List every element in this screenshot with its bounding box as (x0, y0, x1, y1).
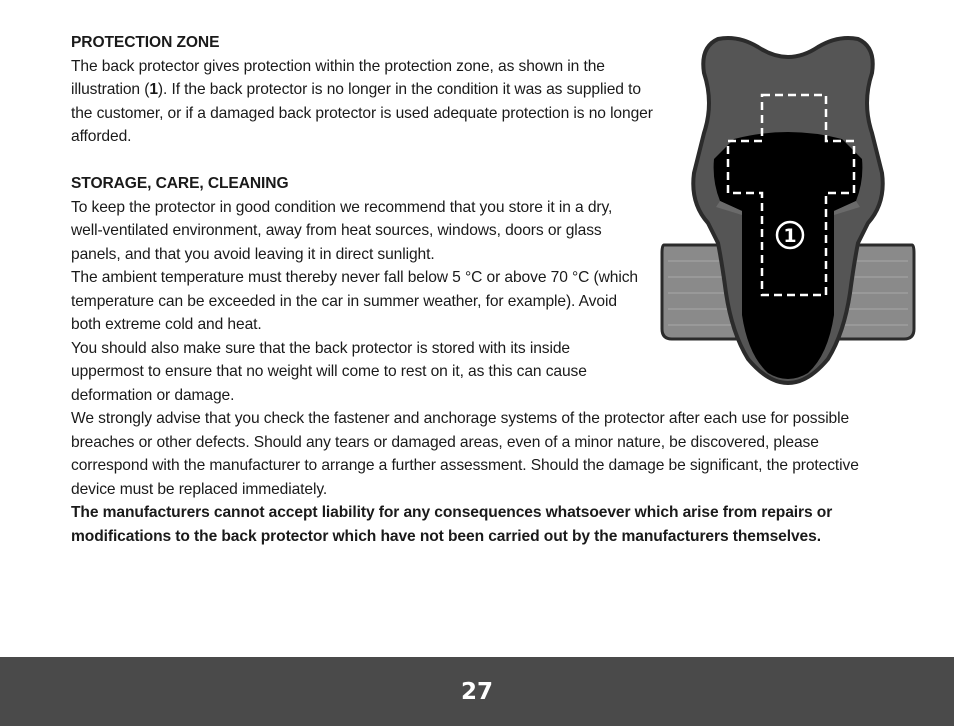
protection-zone-text-a: The back protector gives protection within the protection zone, as shown in the illustration ( (71, 57, 605, 98)
page-footer (0, 657, 954, 726)
protection-zone-text-b: ). If the back protector is no longer in the condition it was as supplied to the customer, or if a damaged back protector is used adequate protection is no longer afforded. (71, 81, 653, 145)
illustration-reference: 1 (149, 81, 158, 98)
protection-zone-paragraph (71, 55, 656, 149)
storage-heading: STORAGE, CARE, CLEANING (71, 175, 289, 192)
storage-paragraph-1: To keep the protector in good condition we recommend that you store it in a dry, well-ventilated environment, away from heat sources, windows, doors or glass panels, and that you avoid leaving it in direct sunlight. (71, 198, 613, 263)
zone-marker-number: 1 (783, 225, 797, 247)
liability-warning: The manufacturers cannot accept liability for any consequences whatsoever which arise from repairs or modifications to the back protector which have not been carried out by the manufacturers themselves. (71, 504, 833, 545)
inspection-paragraph: We strongly advise that you check the fastener and anchorage systems of the protector after each use for possible breaches or other defects. Should any tears or damaged areas, even of a minor nature, be discovered, please correspond with the manufacturer to arrange a further assessment. Should the damage be significant, the protective device must be replaced immediately. (71, 410, 859, 498)
storage-paragraph-2: The ambient temperature must thereby never fall below 5 °C or above 70 °C (which temperature can be exceeded in the car in summer weather, for example). Avoid both extreme cold and heat. (71, 269, 638, 333)
page-number: 27 (460, 678, 493, 705)
text-content (71, 31, 891, 548)
storage-paragraph-3: You should also make sure that the back protector is stored with its inside uppermost to ensure that no weight will come to rest on it, as this can cause deformation or damage. (71, 339, 587, 404)
protection-zone-heading: PROTECTION ZONE (71, 34, 220, 51)
